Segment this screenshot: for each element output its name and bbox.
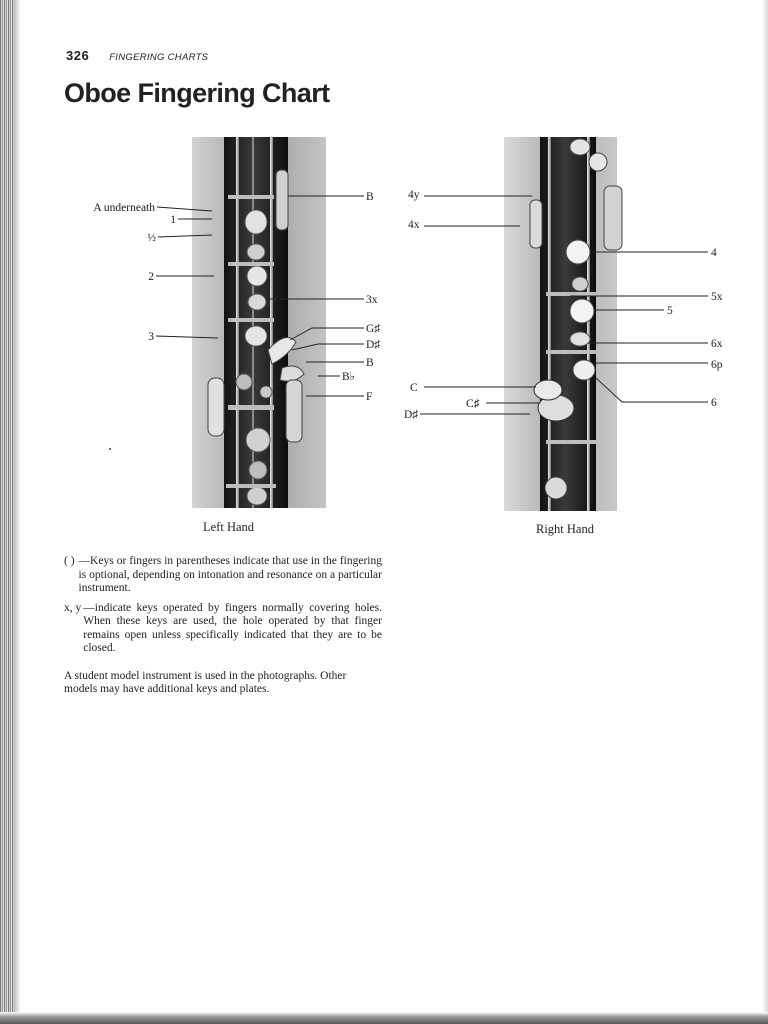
label-b-flat: B♭ bbox=[342, 371, 356, 383]
right-hand-caption: Right Hand bbox=[536, 522, 594, 536]
label-5: 5 bbox=[667, 305, 673, 317]
label-half: ½ bbox=[147, 232, 156, 244]
label-d-sharp-right: D♯ bbox=[404, 409, 419, 421]
right-hand-photo bbox=[504, 137, 622, 511]
note-text: —Keys or fingers in parentheses indicate that use in the fingering is optional, depending on intonation and resonance on a particular instrument. bbox=[78, 555, 382, 594]
note-parentheses bbox=[64, 555, 382, 596]
label-b-top: B bbox=[366, 191, 374, 203]
left-hand-caption: Left Hand bbox=[203, 520, 255, 534]
note-text: —indicate keys operated by fingers normally covering holes. When these keys are used, the hole operated by that finger remains open unless specifically indicated that they are to be closed. bbox=[83, 601, 382, 654]
label-d-sharp-left: D♯ bbox=[366, 339, 381, 351]
page-title: Oboe Fingering Chart bbox=[64, 78, 330, 108]
label-b: B bbox=[366, 357, 374, 369]
label-f: F bbox=[366, 391, 373, 403]
label-5x: 5x bbox=[711, 291, 723, 303]
label-4x: 4x bbox=[408, 219, 420, 231]
label-3x: 3x bbox=[366, 294, 378, 306]
label-4: 4 bbox=[711, 247, 717, 259]
speck-mark bbox=[109, 448, 111, 450]
left-hand-photo bbox=[192, 137, 326, 508]
note-xy-keys bbox=[64, 602, 382, 656]
page-bottom-edge bbox=[0, 1012, 768, 1024]
label-2: 2 bbox=[148, 271, 154, 283]
label-6: 6 bbox=[711, 397, 717, 409]
label-c: C bbox=[410, 382, 418, 394]
label-6x: 6x bbox=[711, 338, 723, 350]
label-c-sharp: C♯ bbox=[466, 398, 480, 410]
note-symbol: x, y bbox=[64, 601, 82, 614]
label-g-sharp: G♯ bbox=[366, 323, 381, 335]
note-symbol: ( ) bbox=[64, 555, 75, 567]
label-1: 1 bbox=[170, 214, 176, 226]
student-model-note: A student model instrument is used in the photographs. Other models may have additional keys and plates. bbox=[64, 669, 347, 695]
label-6p: 6p bbox=[711, 359, 723, 371]
label-a-underneath: A underneath bbox=[93, 202, 155, 214]
running-head: FINGERING CHARTS bbox=[109, 52, 209, 63]
notes-section bbox=[64, 555, 382, 697]
label-4y: 4y bbox=[408, 189, 420, 201]
label-3: 3 bbox=[148, 331, 154, 343]
page-number: 326 bbox=[66, 48, 90, 63]
